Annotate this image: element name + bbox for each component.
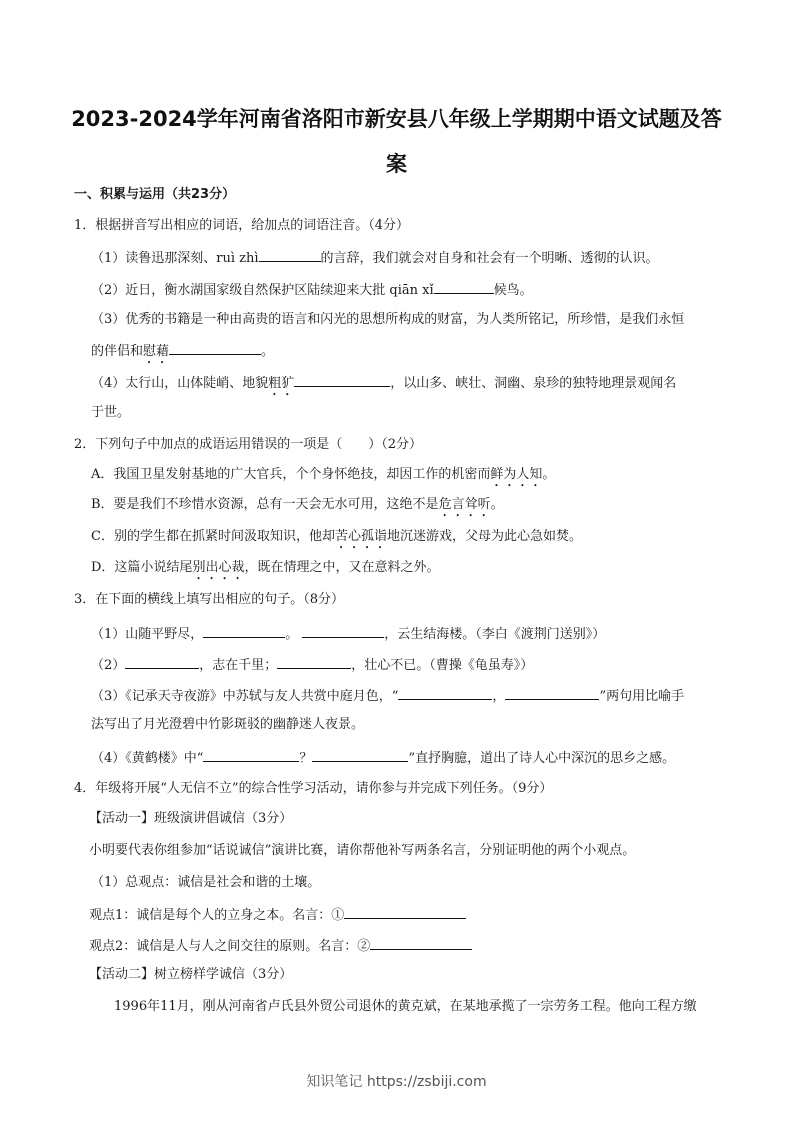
answer-blank[interactable]	[259, 249, 321, 262]
option-text: D．这篇小说结尾	[91, 560, 193, 575]
q3-item-4-text-a: （4）《黄鹤楼》中“	[91, 751, 204, 766]
title-line-1: 2023-2024学年河南省洛阳市新安县八年级上学期期中语文试题及答	[71, 107, 722, 131]
q3-item-2	[91, 656, 533, 674]
q1-item-2-text-b: 候鸟。	[493, 283, 533, 298]
answer-blank[interactable]	[505, 687, 599, 700]
q2-option-a[interactable]	[91, 467, 555, 490]
option-end: ，既在情理之中，又在意料之外。	[244, 560, 440, 575]
q1-item-4-line-2: 于世。	[91, 405, 131, 420]
section-heading: 一、积累与运用（共23分）	[74, 187, 236, 202]
q2-option-c[interactable]	[91, 529, 582, 552]
q1-item-3-line-2	[91, 342, 274, 367]
option-text: C．别的学生都在抓紧时间汲取知识，他却	[91, 529, 335, 544]
q2-stem: 2．下列句子中加点的成语运用错误的一项是（ ）（2分）	[74, 437, 423, 452]
title-line-2: 案	[386, 152, 407, 176]
q1-stem: 1．根据拼音写出相应的词语，给加点的词语注音。（4分）	[74, 218, 410, 233]
option-end: 地沉迷游戏，父母为此心急如焚。	[386, 529, 582, 544]
q2-option-b[interactable]	[91, 497, 504, 520]
answer-blank[interactable]	[169, 342, 261, 355]
view-1	[89, 906, 466, 924]
q3-item-4-text-c: ”直抒胸臆，道出了诗人心中深沉的思乡之感。	[408, 751, 676, 766]
q1-item-3-line-1: （3）优秀的书籍是一种由高贵的语言和闪光的思想所构成的财富，为人类所铭记，所珍惜，是我们永恒	[91, 312, 685, 327]
answer-blank[interactable]	[294, 374, 390, 387]
q3-item-1-text-a: （1）山随平野尽，	[91, 627, 204, 642]
q4-stem: 4．年级将开展“人无信不立”的综合性学习活动，请你参与并完成下列任务。（9分）	[74, 781, 553, 796]
answer-blank[interactable]	[277, 656, 351, 669]
activity-1-text: 小明要代表你组参加“话说诚信”演讲比赛，请你帮他补写两条名言，分别证明他的两个小观点。	[89, 843, 636, 858]
q3-item-3-text-c: ”两句用比喻手	[599, 689, 685, 704]
q1-item-3-text: 的伴侣和	[91, 344, 144, 359]
answer-blank[interactable]	[370, 937, 472, 950]
answer-blank[interactable]	[344, 906, 466, 919]
q3-item-1-text-b: 。	[285, 627, 299, 642]
q1-item-1-text-a: （1）读鲁迅那深刻、ruì zhì	[91, 251, 259, 266]
q1-item-1-text-b: 的言辞，我们就会对自身和社会有一个明晰、透彻的认识。	[320, 251, 659, 266]
activity-2-text: 1996年11月，刚从河南省卢氏县外贸公司退休的黄克斌，在某地承揽了一宗劳务工程。他向工程方缴	[114, 999, 697, 1014]
q1-item-2-text-a: （2）近日，衡水湖国家级自然保护区陆续迎来大批 qiān xǐ	[91, 283, 434, 298]
q1-item-1	[91, 249, 659, 267]
q3-item-1	[91, 625, 605, 643]
q3-item-3-line-2: 法写出了月光澄碧中竹影斑驳的幽静迷人夜景。	[91, 717, 365, 732]
answer-blank[interactable]	[203, 625, 285, 638]
q3-item-2-text-b: ，志在千里；	[199, 658, 278, 673]
view-1-text: 观点1：诚信是每个人的立身之本。名言：①	[89, 908, 345, 923]
answer-blank[interactable]	[125, 656, 199, 669]
activity-1-heading: 【活动一】班级演讲倡诚信（3分）	[89, 811, 293, 826]
activity-2-heading: 【活动二】树立榜样学诚信（3分）	[89, 967, 293, 982]
q3-stem: 3．在下面的横线上填写出相应的句子。（8分）	[74, 592, 345, 607]
answer-blank[interactable]	[434, 281, 494, 294]
dotted-word: 苦心孤诣	[334, 529, 387, 544]
overall-view: （1）总观点：诚信是社会和谐的土壤。	[91, 875, 321, 890]
dotted-word: 鲜为人知	[490, 467, 543, 482]
q3-item-2-text-a: （2）	[91, 658, 126, 673]
footer-watermark: 知识笔记 https://zsbiji.com	[306, 1074, 487, 1090]
option-end: 。	[542, 467, 556, 482]
answer-blank[interactable]	[203, 749, 299, 762]
answer-blank[interactable]	[398, 687, 492, 700]
answer-blank[interactable]	[312, 749, 408, 762]
q3-item-4-text-b: ？	[299, 751, 313, 766]
answer-blank[interactable]	[302, 625, 384, 638]
option-text: B．要是我们不珍惜水资源，总有一天会无水可用，这绝不是	[91, 497, 439, 512]
dotted-word: 粗犷	[268, 376, 295, 391]
dotted-word: 危言耸听	[438, 497, 491, 512]
q3-item-2-text-c: ，壮心不已。（曹操《龟虽寿》）	[351, 658, 534, 673]
q1-item-4-text-a: （4）太行山，山体陡峭、地貌	[91, 376, 269, 391]
dotted-word: 别出心裁	[192, 560, 245, 575]
q3-item-3-line-1	[91, 687, 684, 705]
q1-item-2	[91, 281, 533, 299]
q3-item-3-text-a: （3）《记承天寺夜游》中苏轼与友人共赏中庭月色，“	[91, 689, 399, 704]
q1-item-3-end: 。	[261, 344, 275, 359]
option-end: 。	[490, 497, 504, 512]
q1-item-4-text-b: ，以山多、峡壮、洞幽、泉珍的独特地理景观闻名	[390, 376, 677, 391]
q3-item-3-text-b: ，	[492, 689, 506, 704]
dotted-word: 慰藉	[143, 344, 170, 359]
q1-item-4-line-1	[91, 374, 676, 399]
q2-option-d[interactable]	[91, 560, 439, 583]
view-2	[89, 937, 472, 955]
q3-item-1-text-c: ，云生结海楼。（李白《渡荆门送别》）	[384, 627, 606, 642]
q3-item-4	[91, 749, 675, 767]
option-text: A．我国卫星发射基地的广大官兵，个个身怀绝技，却因工作的机密而	[91, 467, 491, 482]
view-2-text: 观点2：诚信是人与人之间交往的原则。名言：②	[89, 939, 371, 954]
